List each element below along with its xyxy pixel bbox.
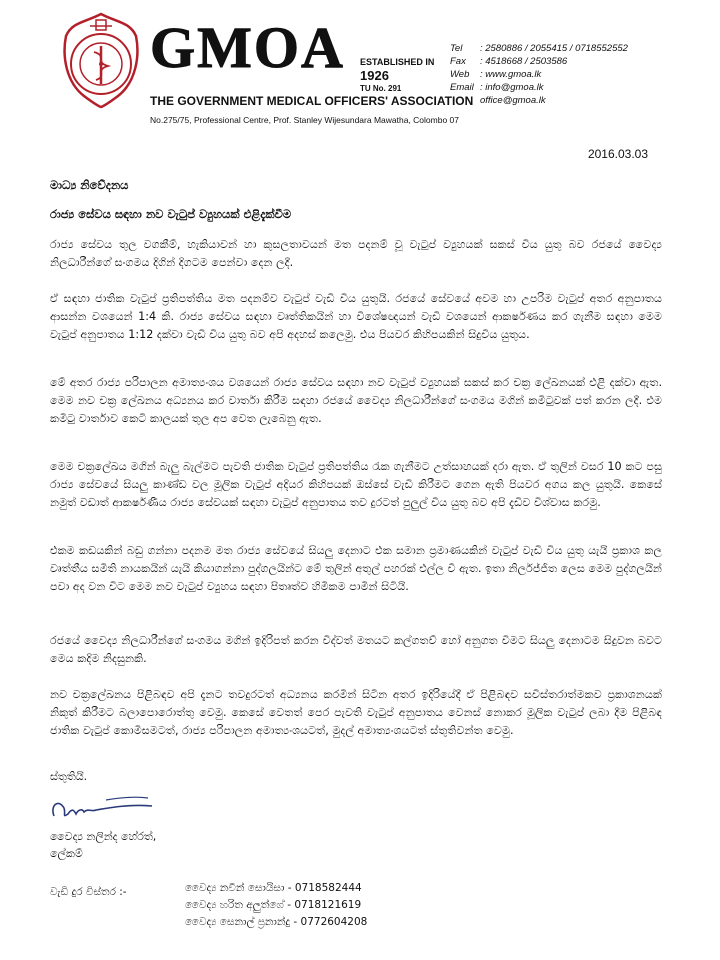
- paragraph-1: රාජ්‍ය සේවය තුල වගකීම්, හැකියාවන් හා කුසලතාවයන් මත පදනම් වූ වැටුප් ව්‍යුහයක් සකස් විය යුතු බව රජයේ වෛද්‍ය නිලධාරීන්ගේ සංගමය දිගින් දිගටම පෙන්වා දෙන ලදී.: [50, 238, 662, 269]
- paragraph-5: එකම කඩයකින් බඩු ගන්නා පදනම මත රාජ්‍ය සේවයේ සියලු දෙනාට එක සමාන ප්‍රමාණයකින් වැටුප් වැඩි විය යුතු යැයි ප්‍රකාශ කල වෘත්තීය සමිති නායකයින් යැයි කියාගන්නා පුද්ගලයින්ට මේ තුලින් අතුල් පහරක් එල්ල වී ඇත. ඉතා නිර්ලජ්ජිත ලෙස මෙම පුද්ගලයින් පවා අද වන විට මෙම නව වැටුප් ව්‍යුහය සඳහා පිතෘත්ව හිමිකම පාමින් සිටියි.: [50, 544, 662, 593]
- gmoa-seal-logo: [60, 10, 142, 110]
- web-link[interactable]: : www.gmoa.lk: [480, 69, 542, 80]
- letter-date: 2016.03.03: [587, 147, 648, 161]
- letter-subject: රාජ්‍ය සේවය සඳහා නව වැටුප් ව්‍යුහයක් එළිදැක්වීම: [50, 207, 292, 221]
- letter-type-heading: මාධ්‍ය නිවේදනය: [50, 178, 129, 192]
- paragraph-3: මේ අතර රාජ්‍ය පරිපාලන අමාත්‍යංශය වශයෙන් රාජ්‍ය සේවය සඳහා නව වැටුප් ව්‍යුහයක් සකස් කර චක්‍ර ලේඛනයක් එළි දක්වා ඇත. මෙම නව චක්‍ර ලේඛනය අධ්‍යනය කර වාර්තා කිරීම සඳහා රජයේ වෛද්‍ය නිලධාරීන්ගේ සංගමය මගින් කමිටුවක් පත් කරන ලදී. එම කමිටු වාර්තාව කෙටි කාලයක් තුල අප වෙත ලැබෙනු ඇත.: [50, 376, 662, 425]
- contact-person-2: වෛද්‍ය හරිත අලුත්ගේ - 0718121619: [185, 899, 362, 911]
- contact-person-1: වෛද්‍ය නවීන් සොයිසා - 0718582444: [185, 882, 362, 894]
- email-label: Email: [450, 82, 474, 93]
- further-info-contacts: [185, 880, 367, 931]
- email-link-office[interactable]: office@gmoa.lk: [480, 95, 546, 106]
- established-year: 1926: [360, 68, 389, 83]
- paragraph-4: මෙම චක්‍රලේඛය මගින් බැලු බැල්මට පැවති ජාතික වැටුප් ප්‍රතිපත්තිය රැක ගැනීමට උත්සාහයක් දරා ඇත. ඒ තුලින් වසර 10 කට පසු රාජ්‍ය සේවයේ සියලු කාණ්ඩ වල මූලික වැටුප් අදියර කිහිපයක් ඔස්සේ වැඩි කිරීමට ගෙන ඇති පියවර අගය කල යුතුයි. කෙසේ නමුත් වඩාත් ආකර්ෂණීය රාජ්‍ය සේවයක් සඳහා වැටුප් අනුපාතය තව දුරටත් පුලුල් විය යුතු බව අපි දැඩිව විශ්වාස කරමු.: [50, 460, 662, 509]
- web-label: Web: [450, 69, 470, 80]
- association-name: THE GOVERNMENT MEDICAL OFFICERS' ASSOCIATION: [150, 94, 474, 108]
- signoff: ස්තුතියි.: [50, 770, 88, 783]
- signer-name: වෛද්‍ය නලින්ද හේරත්,: [50, 830, 157, 843]
- paragraph-2: ඒ සඳහා ජාතික වැටුප් ප්‍රතිපත්තිය මත පදනම්ව වැටුප් වැඩි විය යුතුයි. රජයේ සේවයේ අවම හා උපරිම වැටුප් අතර අනුපාතය ආසන්න වශයෙන් 1:4 කි. රාජ්‍ය සේවය සඳහා වෘත්තිකයින් හා විශේෂඥයන් වැඩි වශයෙන් ආකර්ෂණය කර ගැනීම සඳහා මෙම වැටුප් අනුපාතය 1:12 දක්වා වැඩි විය යුතු බව අපි අදහස් කලෙමු. එය පියවර කිහිපයකින් සිදුවිය යුතුය.: [50, 292, 662, 341]
- tel-value: : 2580886 / 2055415 / 0718552552: [480, 43, 628, 54]
- address: No.275/75, Professional Centre, Prof. Stanley Wijesundara Mawatha, Colombo 07: [150, 115, 459, 125]
- email-link-info[interactable]: : info@gmoa.lk: [480, 82, 544, 93]
- further-info-label: වැඩි දුර විස්තර :-: [50, 886, 127, 898]
- established-label: ESTABLISHED IN: [360, 57, 435, 67]
- fax-label: Fax: [450, 56, 466, 67]
- fax-value: : 4518668 / 2503586: [480, 56, 568, 67]
- handwritten-signature: [48, 788, 158, 828]
- contact-person-3: වෛද්‍ය සෙනාල් ප්‍රනාන්දු - 0772604208: [185, 916, 368, 928]
- contact-block: [450, 42, 628, 107]
- signer-block: [50, 828, 156, 862]
- tel-label: Tel: [450, 43, 463, 54]
- signer-title: ලේකම්: [50, 847, 83, 860]
- paragraph-7: නව චක්‍රලේඛනය පිළිබඳව අපි දැනට තවදුරටත් අධ්‍යනය කරමින් සිටින අතර ඉදිරියේදී ඒ පිළිබඳව සවිස්තරාත්මකව ප්‍රකාශනයක් නිකුත් කිරීමට බලාපොරොත්තු වෙමු. කෙසේ වෙතත් පෙර පැවති වැටුප් අනුපාතය වෙනස් නොකර මූලික වැටුප් ලබා දීම පිළිබඳ ජාතික වැටුප් කොමිසමටත්, රාජ්‍ය පරිපාලන අමාත්‍යංශයටත්, මුදල් අමාත්‍යංශයටත් ස්තුතිවන්ත වෙමු.: [50, 688, 662, 737]
- trade-union-number: TU No. 291: [360, 84, 402, 93]
- paragraph-6: රජයේ වෛද්‍ය නිලධාරීන්ගේ සංගමය මගින් ඉදිරිපත් කරන විද්වත් මතයට කල්ගතව් හෝ අනුගත විමට සියලු දෙනාටම සිදුවන බවට මෙය කදිම නිදසුනකි.: [50, 634, 662, 665]
- gmoa-logo-text: GMOA: [150, 15, 345, 80]
